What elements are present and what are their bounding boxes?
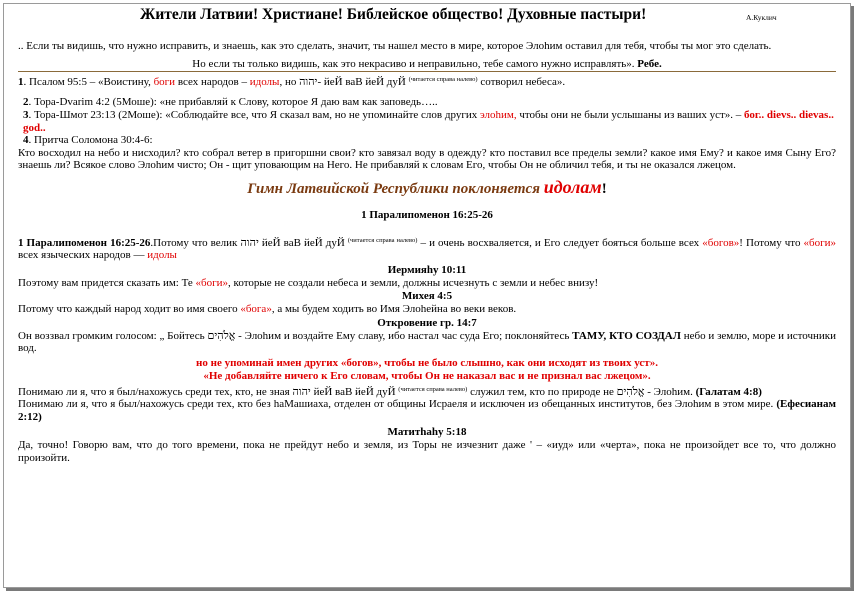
section-5-note: (читается справа налево): [398, 385, 468, 393]
section-5-ref: (Галатам 4:8): [695, 385, 762, 398]
section-6-body: Да, точно! Говорю вам, что до того времени, пока не прейдут небо и земля, из Торы не изчезнит даже ' – «иуд» или «черта», пока не произойдет все то, что должно произойти.: [18, 439, 836, 464]
section-2-text-1: Поэтому вам придется сказать им: Те: [18, 276, 193, 289]
section-4-text-2: небо и землю, море и источники вод.: [18, 329, 837, 354]
section-1-body: [18, 235, 836, 262]
section-4-red-line-1: но не упоминай имен других «богов», чтобы не было слышно, как они исходят из твоих уст».: [196, 356, 658, 369]
section-4-bold: ТАМУ, КТО СОЗДАЛ: [572, 329, 681, 342]
section-4-body: [18, 330, 836, 355]
section-1-text-3: ! Потому что: [739, 236, 801, 249]
item-4: [18, 134, 836, 147]
item-1-name: , но יהוה- йеЙ ваВ йеЙ дуЙ: [279, 76, 406, 88]
section-3-red: «бога»: [240, 303, 272, 315]
anthem-idols: идолам: [543, 176, 602, 197]
item-3-end: чтобы они не были услышаны из ваших уст». –: [519, 109, 742, 121]
section-3-heading: Михея 4:5: [401, 290, 453, 302]
section-1-red-2: «боги»: [803, 236, 837, 249]
section-4-heading: Откровение гр. 14:7: [377, 316, 477, 329]
anthem-excl: !: [601, 180, 607, 197]
section-4-red-line-2: «Не добавляйте ничего к Его словам, чтобы Он не наказал вас и не признал вас лжецом».: [203, 369, 651, 382]
item-3-red: элоhим,: [479, 109, 517, 121]
item-3: [18, 109, 836, 134]
intro-quote-2-text: Но если ты только видишь, как это некрасиво и неправильно, тебе самого нужно исправлять».: [192, 57, 635, 70]
item-4-text: . Притча Соломона 30:4-6:: [28, 134, 153, 146]
page-title: Жители Латвии! Христиане! Библейское общество! Духовные пастыри!: [140, 6, 647, 23]
section-3-body: [18, 303, 836, 316]
item-3-red-words: бог.. dievs.. dievas.. god..: [23, 109, 834, 134]
section-5-body: [18, 384, 836, 399]
section-1-ref: 1 Паралипоменон 16:25-26: [18, 236, 151, 249]
section-5-ref-2: (Ефесианам 2:12): [18, 398, 837, 423]
intro-quote: .. Если ты видишь, что нужно исправить, и знаешь, как это сделать, значит, ты нашел место в мире, которое Элоhим оставил для тебя, чтобы ты мог это сделать.: [18, 40, 772, 52]
section-2-heading: Иермияhу 10:11: [387, 263, 467, 276]
anthem-text: Гимн Латвийской Республики поклоняется: [247, 180, 540, 197]
section-4-text-1: Он воззвал громким голосом: „ Бойтесь אֱלֹהִים - Элоhим и воздайте Ему славу, ибо настал час суда Его; поклоняйтесь: [18, 329, 570, 342]
item-4-number: 4: [23, 134, 29, 146]
document-page: [3, 3, 851, 588]
item-1-end: сотворил небеса».: [480, 76, 566, 88]
item-1-mid: всех народов –: [177, 76, 247, 88]
section-3-text-1: Потому что каждый народ ходит во имя своего: [18, 303, 238, 315]
item-1-number: 1: [18, 76, 24, 88]
section-2-red: «боги»: [195, 276, 229, 289]
item-2: [18, 96, 836, 109]
item-2-number: 2: [23, 95, 29, 108]
section-1-text-2: – и очень восхваляется, и Его следует бояться больше всех: [420, 236, 700, 249]
item-4-body: Кто восходил на небо и нисходил? кто собрал ветер в пригоршни свои? кто завязал воду в одежду? кто поставил все пределы земли? какое имя Ему? и какое имя Сыну Его? знаешь ли? Всякое слово Элоhим чисто; Он - щит уповающим на Него. Не прибавляй к словам Его, чтобы Он не обличил тебя, и ты не оказался лжецом.: [18, 146, 836, 171]
intro-quote-2: [18, 58, 836, 71]
section-1-red-1: «богов»: [702, 236, 740, 249]
divider: [18, 71, 836, 72]
item-3-text: . Тора-Шмот 23:13 (2Моше): «Соблюдайте все, что Я сказал вам, но не упоминайте слов других: [28, 109, 478, 121]
item-1-note: (читается справа налево): [408, 76, 478, 83]
section-1-heading: 1 Паралипоменон 16:25-26: [361, 208, 493, 221]
anthem-heading: [18, 177, 836, 199]
item-1-red-gods: боги: [153, 76, 176, 88]
section-1-note: (читается справа налево): [347, 236, 418, 244]
section-2-body: [18, 277, 836, 290]
section-5-text-2: служил тем, кто по природе не אֱלֹהִים - Элоhим.: [470, 385, 693, 398]
section-1-text-1: .Потому что велик יהוה йеЙ ваВ йеЙ дуЙ: [150, 236, 345, 249]
document-body: [18, 40, 836, 464]
item-1: [18, 74, 836, 89]
intro-author: Ребе.: [637, 57, 662, 70]
section-5-text-1: Понимаю ли я, что я был/нахожусь среди тех, кто, не зная יהוה йеЙ ваВ йеЙ дуЙ: [18, 385, 396, 398]
section-1-red-3: идолы: [147, 249, 177, 261]
section-3-text-2: , а мы будем ходить во Имя Элоhейна во веки веков.: [271, 303, 517, 315]
item-1-text: . Псалом 95:5 – «Воистину,: [23, 76, 151, 88]
section-5-body-2: [18, 398, 836, 423]
item-3-number: 3: [23, 109, 29, 121]
author-signature: А.Куклич: [746, 13, 777, 22]
section-6-heading: Матитhаhу 5:18: [387, 426, 467, 438]
section-1-text-4: всех языческих народов —: [18, 249, 145, 261]
item-1-red-idols: идолы: [249, 76, 280, 88]
section-5-text-3: Понимаю ли я, что я был/нахожусь среди тех, кто без haМашиаха, отделен от общины Исраеля и исключен из обещанных институтов, без Элоhим в этом мире.: [18, 398, 774, 410]
item-2-text: . Тора-Dvarim 4:2 (5Моше): «не прибавляй к Слову, которое Я даю вам как заповедь…..: [28, 95, 438, 108]
section-2-text-2: , которые не создали небеса и земли, должны исчезнуть с земли и небес внизу!: [228, 276, 599, 289]
